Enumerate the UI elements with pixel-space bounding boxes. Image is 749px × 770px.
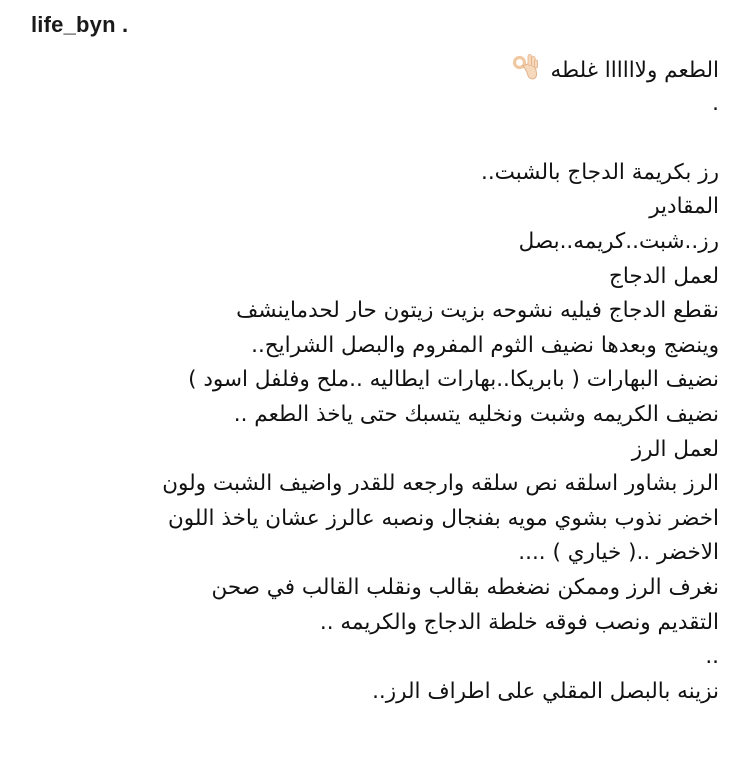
caption-line-9: وينضج وبعدها نضيف الثوم المفروم والبصل الشرايح.. [251,332,719,358]
caption-line-13: الرز بشاور اسلقه نص سلقه وارجعه للقدر واضيف الشبت ولون [162,471,719,497]
caption-line-14: اخضر نذوب بشوي مويه بفنجال ونصبه عالرز عشان ياخذ اللون [167,505,719,531]
caption-line-7: لعمل الدجاج [609,263,719,289]
caption-line-10: نضيف البهارات ( بابريكا..بهارات ايطاليه ..ملح وفلفل اسود ) [188,367,719,393]
caption-line-16: نغرف الرز وممكن نضغطه بقالب ونقلب القالب في صحن [211,574,719,600]
caption-line-12: لعمل الرز [631,436,719,462]
caption-line-6: رز..شبت..كريمه..بصل [518,228,719,254]
caption-line-11: نضيف الكريمه وشبت ونخليه يتسبك حتى ياخذ الطعم .. [233,401,719,427]
caption [31,52,719,709]
caption-line-17: التقديم ونصب فوقه خلطة الدجاج والكريمه .. [319,609,719,635]
caption-line-5: المقادير [649,194,719,220]
caption-line-18: .. [705,644,719,670]
caption-line-4: رز بكريمة الدجاج بالشبت.. [481,159,719,185]
ok-hand-emoji-icon [510,52,540,82]
caption-line-3 [31,121,719,156]
caption-line-1 [31,52,719,87]
caption-line-8: نقطع الدجاج فيليه نشوحه بزيت زيتون حار لحدماينشف [236,298,719,324]
caption-line-text: الطعم ولاااااا غلطه [550,58,719,83]
caption-line-19: نزينه بالبصل المقلي على اطراف الرز.. [372,678,719,704]
caption-line-15: الاخضر ..( خياري ) .... [518,540,719,566]
username[interactable]: life_byn . [31,12,129,37]
caption-line-2: . [712,90,719,116]
